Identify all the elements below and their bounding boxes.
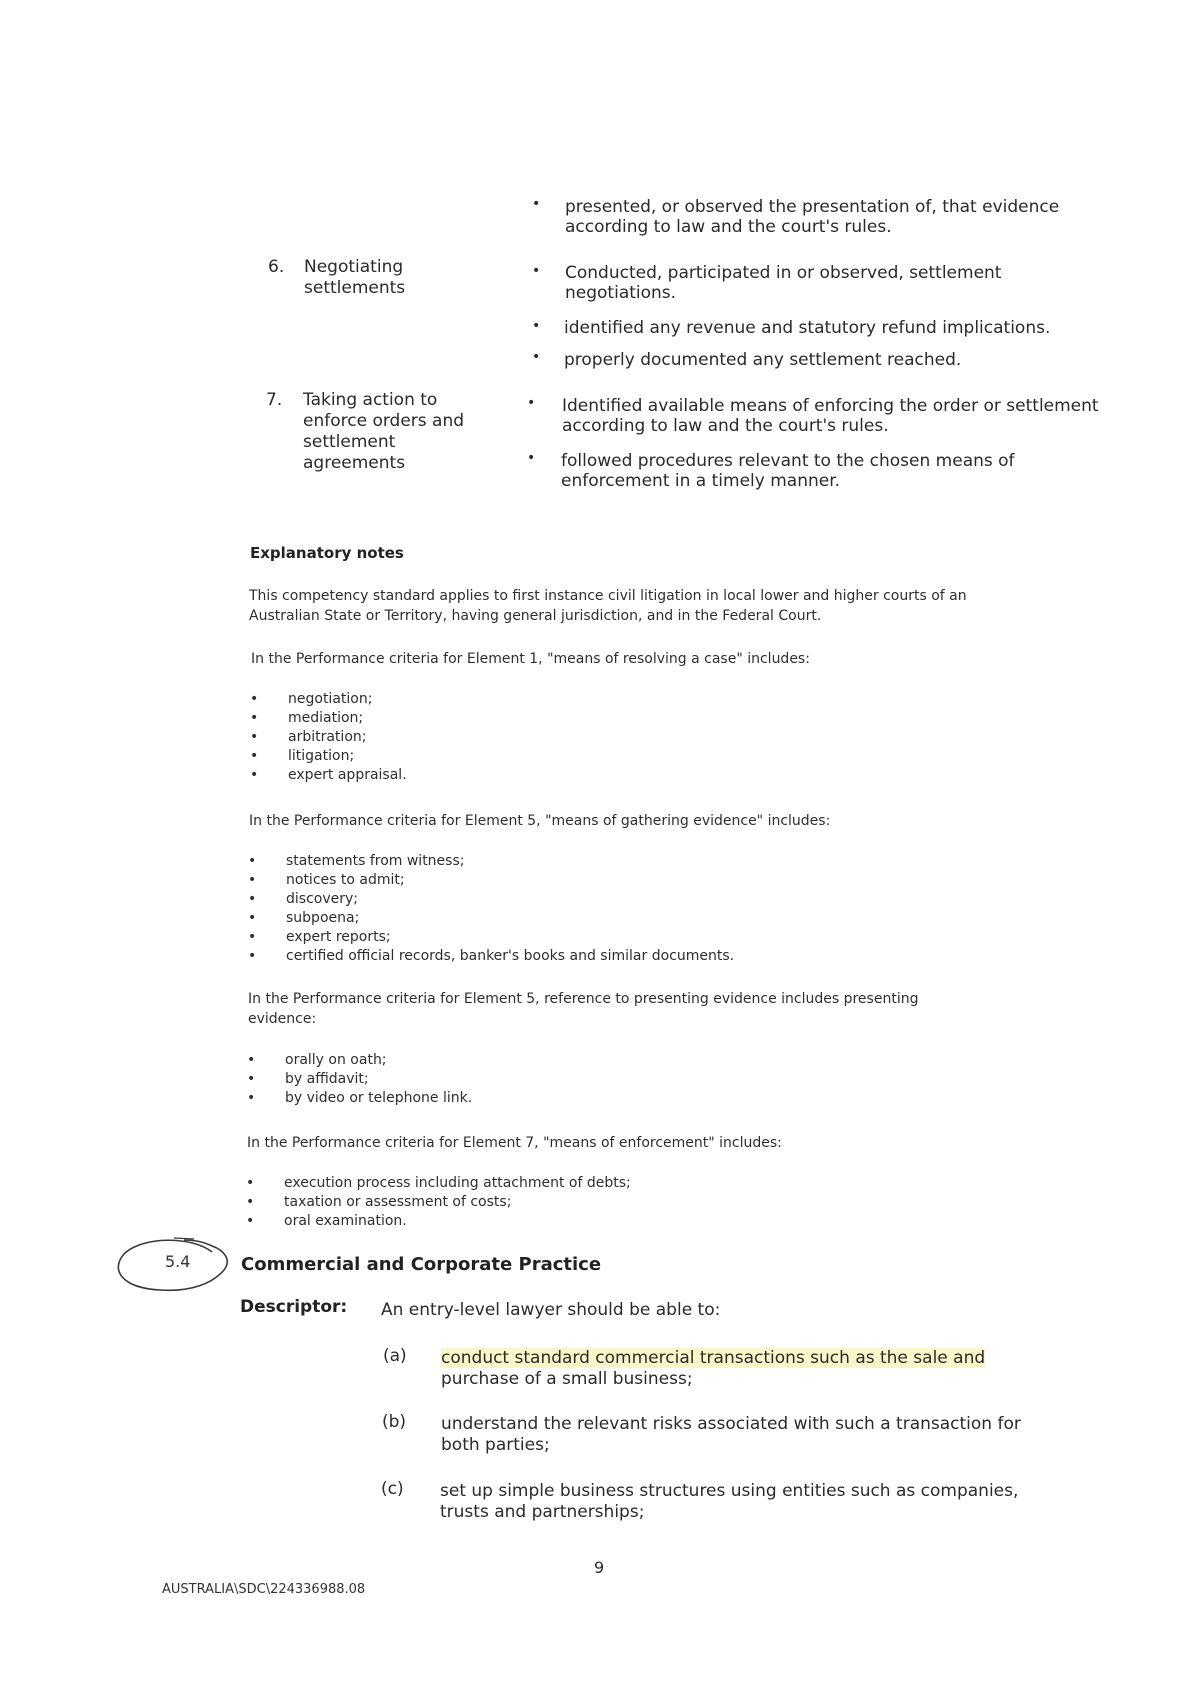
list-item: • discovery; [248,891,358,907]
bullet-icon: • [532,263,541,279]
element-number: 7. [266,390,283,410]
bullet-icon: • [247,1071,256,1087]
item-letter: (b) [382,1412,407,1432]
bullet-icon: • [250,748,259,764]
document-code: AUSTRALIA\SDC\224336988.08 [162,1582,366,1597]
criterion-text: identified any revenue and statutory refund implications. [564,318,1051,338]
bullet-icon: • [250,767,259,783]
bullet-icon: • [248,853,257,869]
notes-intro: This competency standard applies to first instance civil litigation in local lower and higher courts of an Australian State or Territory, having general jurisdiction, and in the Federal Court. [249,588,967,624]
list-item: • by affidavit; [247,1071,369,1087]
bullet-icon: • [250,710,259,726]
bullet-icon: • [532,318,541,334]
criterion-text: presented, or observed the presentation of, that evidence according to law and the court's rules. [565,197,1060,237]
notes-list [247,1051,847,1108]
list-item: • notices to admit; [248,872,405,888]
list-item: • taxation or assessment of costs; [246,1194,512,1210]
list-item: • expert reports; [248,929,391,945]
descriptor-text: An entry-level lawyer should be able to: [381,1300,721,1320]
list-item: • arbitration; [250,729,367,745]
notes-list [250,690,850,785]
criterion-text: Identified available means of enforcing the order or settlement according to law and the court's rules. [562,396,1099,436]
bullet-icon: • [246,1194,255,1210]
bullet-icon: • [248,948,257,964]
list-item: • mediation; [250,710,364,726]
bullet-icon: • [250,691,259,707]
list-item: • execution process including attachment of debts; [246,1175,631,1191]
notes-list [246,1174,846,1231]
bullet-icon: • [248,910,257,926]
bullet-icon: • [247,1090,256,1106]
criterion-text: Conducted, participated in or observed, settlement negotiations. [565,263,1002,303]
item-letter: (c) [381,1479,404,1499]
element-number: 6. [268,257,285,277]
bullet-icon: • [250,729,259,745]
element-title: Negotiating settlements [304,257,406,298]
notes-lead: In the Performance criteria for Element 5, "means of gathering evidence" includes: [249,813,831,829]
list-item: • by video or telephone link. [247,1090,473,1106]
bullet-icon: • [247,1052,256,1068]
highlight: conduct standard commercial transactions such as the sale and [441,1348,986,1368]
bullet-icon: • [527,450,536,466]
bullet-icon: • [246,1213,255,1229]
list-item: • oral examination. [246,1213,407,1229]
item-text: understand the relevant risks associated with such a transaction for both parties; [441,1414,1021,1455]
criterion-text: followed procedures relevant to the chosen means of enforcement in a timely manner. [561,451,1015,491]
bullet-icon: • [532,196,541,212]
notes-lead: In the Performance criteria for Element 7, "means of enforcement" includes: [247,1135,782,1151]
list-item: • litigation; [250,748,355,764]
list-item: • statements from witness; [248,853,465,869]
bullet-icon: • [248,891,257,907]
bullet-icon: • [532,349,541,365]
list-item: • orally on oath; [247,1052,387,1068]
criterion-text: properly documented any settlement reached. [564,350,962,370]
bullet-icon: • [527,395,536,411]
list-item: • certified official records, banker's books and similar documents. [248,948,735,964]
section-title: Commercial and Corporate Practice [241,1254,602,1275]
item-text: set up simple business structures using entities such as companies, trusts and partnerships; [440,1481,1019,1522]
item-letter: (a) [383,1346,407,1366]
bullet-icon: • [248,872,257,888]
notes-list [248,852,888,966]
descriptor-label: Descriptor: [240,1297,348,1317]
list-item: • expert appraisal. [250,767,407,783]
section-number: 5.4 [165,1252,191,1271]
item-text: conduct standard commercial transactions such as the sale and purchase of a small business; [441,1348,986,1389]
element-title: Taking action to enforce orders and settlement agreements [303,390,465,473]
page-number: 9 [594,1558,605,1577]
bullet-icon: • [248,929,257,945]
notes-lead: In the Performance criteria for Element 1, "means of resolving a case" includes: [251,651,810,667]
bullet-icon: • [246,1175,255,1191]
list-item: • subpoena; [248,910,360,926]
list-item: • negotiation; [250,691,373,707]
notes-lead: In the Performance criteria for Element 5, reference to presenting evidence includes presenting evidence: [248,991,919,1027]
notes-heading: Explanatory notes [250,544,404,562]
